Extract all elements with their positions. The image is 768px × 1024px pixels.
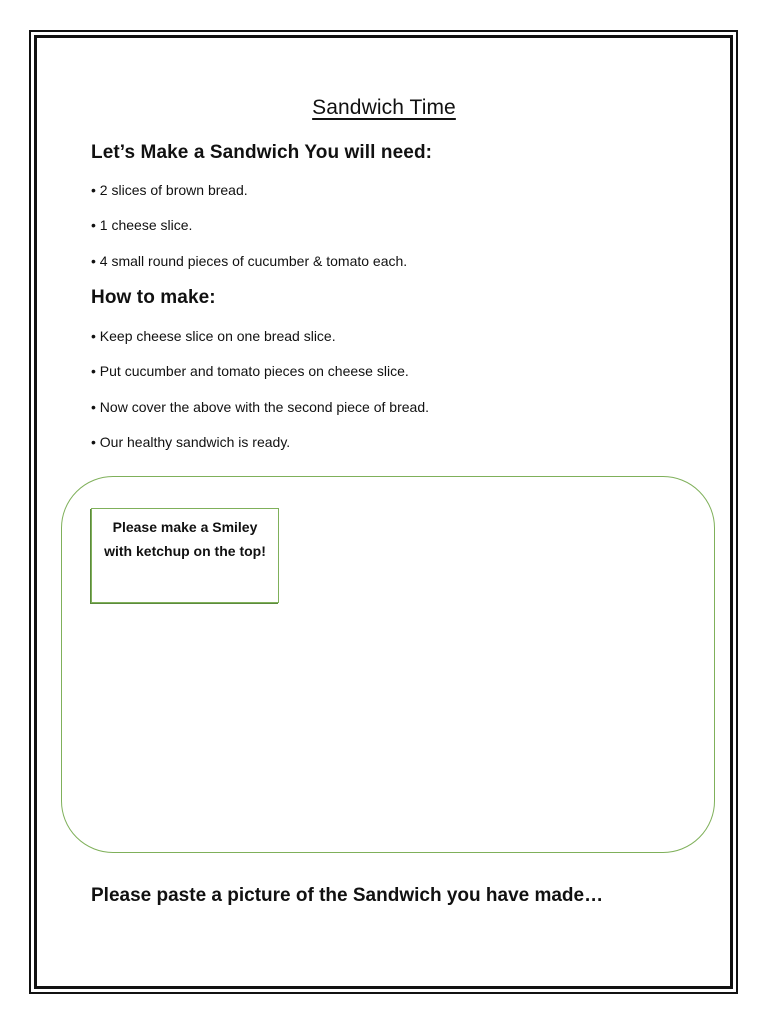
paste-instruction: Please paste a picture of the Sandwich you have made… [91,885,604,906]
step-item: • Put cucumber and tomato pieces on cheese slice. [91,363,409,379]
step-item: • Now cover the above with the second piece of bread. [91,399,429,415]
ingredient-item: • 2 slices of brown bread. [91,182,248,198]
page-title: Sandwich Time [312,96,456,119]
step-item: • Our healthy sandwich is ready. [91,434,291,450]
ingredient-item: • 1 cheese slice. [91,217,193,233]
step-item: • Keep cheese slice on one bread slice. [91,328,336,344]
ingredients-heading: Let’s Make a Sandwich You will need: [91,142,433,163]
steps-heading: How to make: [91,287,216,308]
ingredient-item: • 4 small round pieces of cucumber & tomato each. [91,253,408,269]
smiley-note: Please make a Smiley with ketchup on the top! [91,508,279,603]
